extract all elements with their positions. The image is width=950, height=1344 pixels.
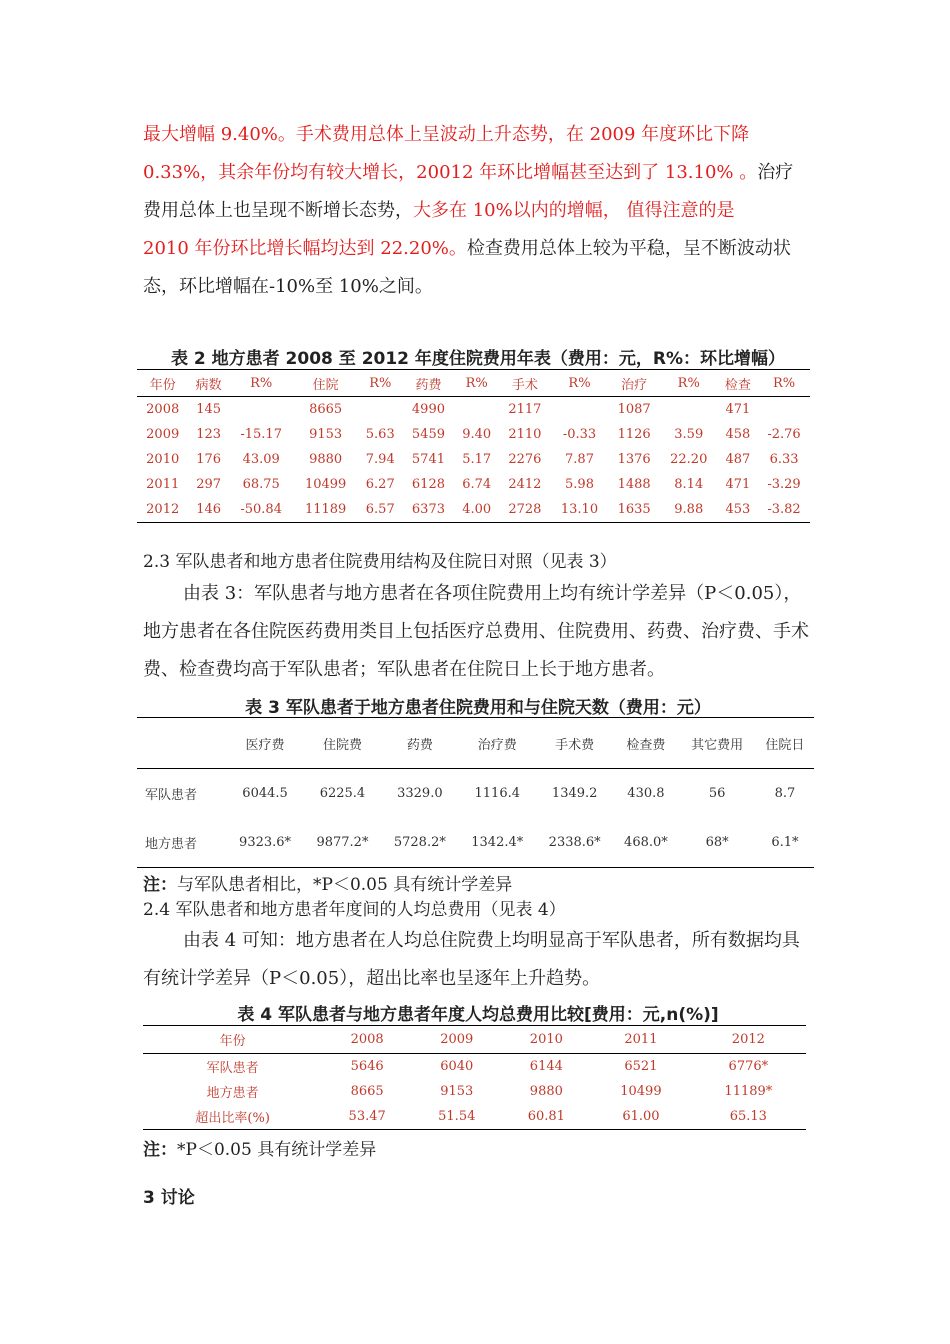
table4-cell: 5646 — [350, 1059, 384, 1074]
table2-cell: 297 — [196, 477, 222, 492]
table2-cell: 43.09 — [242, 452, 280, 467]
table2-cell: 4.00 — [462, 502, 492, 517]
table4-header-cell: 年份 — [143, 1026, 322, 1054]
table2-cell: 458 — [725, 427, 751, 442]
table2-header-cell: R% — [660, 370, 718, 397]
table4-note-label: 注： — [143, 1140, 177, 1160]
table-row — [137, 472, 810, 497]
table2-cell: 145 — [196, 402, 222, 417]
table4-cell: 11189* — [724, 1084, 773, 1099]
table3-cell: 军队患者 — [145, 788, 198, 803]
table2-cell: 453 — [725, 502, 751, 517]
table3-header-cell: 治疗费 — [459, 718, 536, 769]
table4-header-cell: 2012 — [691, 1026, 806, 1054]
table4-body — [143, 1054, 806, 1130]
table2-cell — [229, 397, 294, 423]
table3-cell: 468.0* — [624, 835, 668, 850]
table4-note-text: *P＜0.05 具有统计学差异 — [177, 1140, 377, 1160]
table2-cell: 2276 — [508, 452, 542, 467]
table3-header-cell: 药费 — [381, 718, 458, 769]
table2-cell — [660, 397, 718, 423]
table2-cell: 5.98 — [565, 477, 594, 492]
table3-header-cell: 住院日 — [756, 718, 814, 769]
intro-line-3-red: 大多在 10%以内的增幅， 值得注意的是 — [413, 200, 735, 221]
table2-cell: 9.40 — [462, 427, 492, 442]
table2-cell: -50.84 — [240, 502, 282, 517]
table2-header-cell: R% — [229, 370, 294, 397]
table3-header-cell: 医疗费 — [226, 718, 303, 769]
table2-cell: 2117 — [508, 402, 542, 417]
table-row — [137, 397, 810, 423]
table2-cell: -15.17 — [240, 427, 282, 442]
table4-cell: 51.54 — [438, 1109, 476, 1124]
table4-note — [143, 1135, 376, 1160]
table-row — [143, 1079, 806, 1104]
table4-cell: 6521 — [624, 1059, 658, 1074]
table-row — [137, 447, 810, 472]
intro-line-2 — [143, 154, 813, 192]
table3-cell: 6044.5 — [242, 786, 288, 801]
table2-caption: 表 2 地方患者 2008 至 2012 年度住院费用年表（费用：元，R%：环比增幅） — [170, 349, 786, 369]
table4-cell: 6040 — [440, 1059, 474, 1074]
table3-cell: 8.7 — [774, 786, 796, 801]
intro-line-4-red: 2010 年份环比增长幅均达到 22.20%。 — [143, 238, 467, 259]
table2-cell — [758, 397, 810, 423]
table2-cell: 1087 — [617, 402, 651, 417]
table3 — [137, 717, 814, 868]
table4-cell: 53.47 — [348, 1109, 386, 1124]
table3-cell: 9877.2* — [316, 835, 369, 850]
table2-cell: 176 — [196, 452, 222, 467]
table2-cell: 9.88 — [674, 502, 704, 517]
table2-header-cell: 治疗 — [608, 370, 659, 397]
table2-cell: 5459 — [411, 427, 445, 442]
table2-cell: 2412 — [508, 477, 542, 492]
table4-header-cell: 2008 — [322, 1026, 412, 1054]
table4-cell: 65.13 — [729, 1109, 767, 1124]
table2-cell: 471 — [725, 477, 751, 492]
table3-note-text: 与军队患者相比，*P＜0.05 具有统计学差异 — [177, 875, 513, 895]
table2-cell: 1126 — [617, 427, 651, 442]
table4-cell: 60.81 — [527, 1109, 565, 1124]
table3-cell: 3329.0 — [397, 786, 443, 801]
intro-line-4-black: 检查费用总体上较为平稳，呈不断波动状 — [466, 238, 791, 259]
table2-cell: 8.14 — [674, 477, 704, 492]
section-2-3-title: 2.3 军队患者和地方患者住院费用结构及住院日对照（见表 3） — [143, 552, 617, 572]
intro-line-2-black: 治疗 — [757, 162, 794, 183]
table4-cell: 军队患者 — [206, 1061, 259, 1076]
table2-cell: 22.20 — [670, 452, 708, 467]
table3-header-row — [137, 718, 814, 769]
table2-cell: 123 — [196, 427, 222, 442]
table3-note — [143, 870, 512, 895]
table2-cell — [454, 397, 499, 423]
section-2-4-body: 由表 4 可知：地方患者在人均总住院费上均明显高于军队患者，所有数据均具有统计学差异（P＜0.05），超出比率也呈逐年上升趋势。 — [143, 930, 800, 989]
table3-cell: 9323.6* — [239, 835, 292, 850]
table2-header-cell: 病数 — [188, 370, 228, 397]
table3-header-cell: 手术费 — [536, 718, 613, 769]
table4-header-cell: 2010 — [502, 1026, 592, 1054]
table2-cell — [551, 397, 609, 423]
table2-cell: 471 — [725, 402, 751, 417]
table-row — [143, 1054, 806, 1080]
table2-cell: 6.57 — [365, 502, 395, 517]
table2-cell: 2012 — [146, 502, 180, 517]
table4-cell: 9153 — [440, 1084, 474, 1099]
table3-body — [137, 769, 814, 868]
section-3-title: 3 讨论 — [143, 1188, 195, 1208]
table2-cell: 6373 — [411, 502, 445, 517]
table2-cell: 5741 — [411, 452, 445, 467]
table2-cell: 487 — [725, 452, 751, 467]
table2-header-cell: R% — [358, 370, 403, 397]
table-row — [143, 1104, 806, 1130]
table3-header-cell: 其它费用 — [678, 718, 755, 769]
table2-cell: 2008 — [146, 402, 180, 417]
table3-cell: 56 — [708, 786, 726, 801]
table2-cell: -3.29 — [767, 477, 801, 492]
intro-line-5: 态，环比增幅在-10%至 10%之间。 — [143, 276, 433, 297]
table-row — [137, 497, 810, 523]
intro-line-4 — [143, 230, 813, 268]
table2-cell: 11189 — [304, 502, 347, 517]
table2-cell: 13.10 — [560, 502, 599, 517]
table4-header-cell: 2011 — [591, 1026, 691, 1054]
table2-cell: 1488 — [617, 477, 651, 492]
table4-cell: 9880 — [529, 1084, 563, 1099]
section-2-3-body: 由表 3：军队患者与地方患者在各项住院费用上均有统计学差异（P＜0.05），地方患者在各住院医药费用类目上包括医疗总费用、住院费用、药费、治疗费、手术费、检查费均高于军队患者；军队患者在住院日上长于地方患者。 — [143, 583, 809, 680]
table2-cell: 7.87 — [565, 452, 594, 467]
table3-header-cell: 住院费 — [304, 718, 381, 769]
table2-cell: 2728 — [508, 502, 542, 517]
table3-cell: 1349.2 — [551, 786, 598, 801]
table2-cell: -0.33 — [562, 427, 597, 442]
section-2-4-title: 2.4 军队患者和地方患者年度间的人均总费用（见表 4） — [143, 900, 566, 920]
table3-cell: 1342.4* — [471, 835, 524, 850]
table2-cell: 2010 — [146, 452, 180, 467]
table2 — [137, 369, 810, 523]
table2-cell: 6.33 — [769, 452, 799, 467]
table2-cell: 6.27 — [365, 477, 395, 492]
table2-cell: 4990 — [411, 402, 445, 417]
table4-header-row — [143, 1026, 806, 1054]
table3-cell: 地方患者 — [145, 837, 198, 852]
table-row — [137, 422, 810, 447]
table3-header-cell — [137, 718, 226, 769]
table3-caption: 表 3 军队患者于地方患者住院费用和与住院天数（费用：元） — [245, 698, 711, 718]
table2-cell: 3.59 — [674, 427, 704, 442]
intro-paragraph — [143, 116, 813, 306]
intro-line-3 — [143, 192, 813, 230]
table4-caption: 表 4 军队患者与地方患者年度人均总费用比较[费用：元,n(%)] — [237, 1005, 719, 1025]
table4-cell: 10499 — [620, 1084, 662, 1099]
table2-cell: 2011 — [146, 477, 180, 492]
table3-note-label: 注： — [143, 875, 177, 895]
table2-header-cell: 药费 — [403, 370, 454, 397]
table2-cell: -2.76 — [767, 427, 801, 442]
table3-cell: 68* — [705, 835, 729, 850]
table2-cell: 2110 — [508, 427, 542, 442]
table2-cell: 6128 — [411, 477, 445, 492]
table2-cell — [358, 397, 403, 423]
table2-cell: 5.63 — [365, 427, 395, 442]
table2-cell: 10499 — [304, 477, 347, 492]
table2-cell: 9153 — [309, 427, 343, 442]
table4-cell: 61.00 — [622, 1109, 660, 1124]
table4-cell: 6776* — [728, 1059, 769, 1074]
table2-header-cell: R% — [551, 370, 609, 397]
table2-cell: 5.17 — [462, 452, 492, 467]
table3-cell: 1116.4 — [474, 786, 521, 801]
table2-header-cell: R% — [758, 370, 810, 397]
table2-header-cell: 检查 — [718, 370, 758, 397]
table2-cell: 9880 — [309, 452, 343, 467]
table2-header-cell: 住院 — [294, 370, 358, 397]
table2-body — [137, 397, 810, 523]
table3-cell: 5728.2* — [393, 835, 446, 850]
table2-cell: 6.74 — [462, 477, 492, 492]
table4-cell: 地方患者 — [206, 1086, 259, 1101]
table3-cell: 2338.6* — [548, 835, 601, 850]
table2-cell: 7.94 — [365, 452, 395, 467]
table-row — [137, 818, 814, 868]
table4-cell: 6144 — [529, 1059, 563, 1074]
intro-line-3-black: 费用总体上也呈现不断增长态势， — [143, 200, 413, 221]
table2-header-cell: 手术 — [499, 370, 550, 397]
table3-cell: 6.1* — [771, 835, 799, 850]
table2-cell: 1635 — [617, 502, 651, 517]
table3-cell: 430.8 — [627, 786, 665, 801]
table4-cell: 超出比率(%) — [195, 1111, 270, 1126]
table4-header-cell: 2009 — [412, 1026, 502, 1054]
table2-header-cell: 年份 — [137, 370, 188, 397]
table2-cell: 1376 — [617, 452, 651, 467]
table2-cell: 146 — [196, 502, 222, 517]
table2-cell: -3.82 — [767, 502, 801, 517]
table-row — [137, 769, 814, 819]
intro-line-1: 最大增幅 9.40%。手术费用总体上呈波动上升态势，在 2009 年度环比下降 — [143, 124, 750, 145]
table2-header-cell: R% — [454, 370, 499, 397]
table2-cell: 68.75 — [242, 477, 280, 492]
table2-cell: 2009 — [146, 427, 180, 442]
table3-cell: 6225.4 — [319, 786, 366, 801]
intro-line-2-red: 0.33%，其余年份均有较大增长，20012 年环比增幅甚至达到了 13.10% 。 — [143, 162, 758, 183]
table4-cell: 8665 — [350, 1084, 384, 1099]
table2-cell: 8665 — [309, 402, 343, 417]
table2-header-row — [137, 370, 810, 397]
table3-header-cell: 检查费 — [613, 718, 678, 769]
table4 — [143, 1025, 806, 1130]
